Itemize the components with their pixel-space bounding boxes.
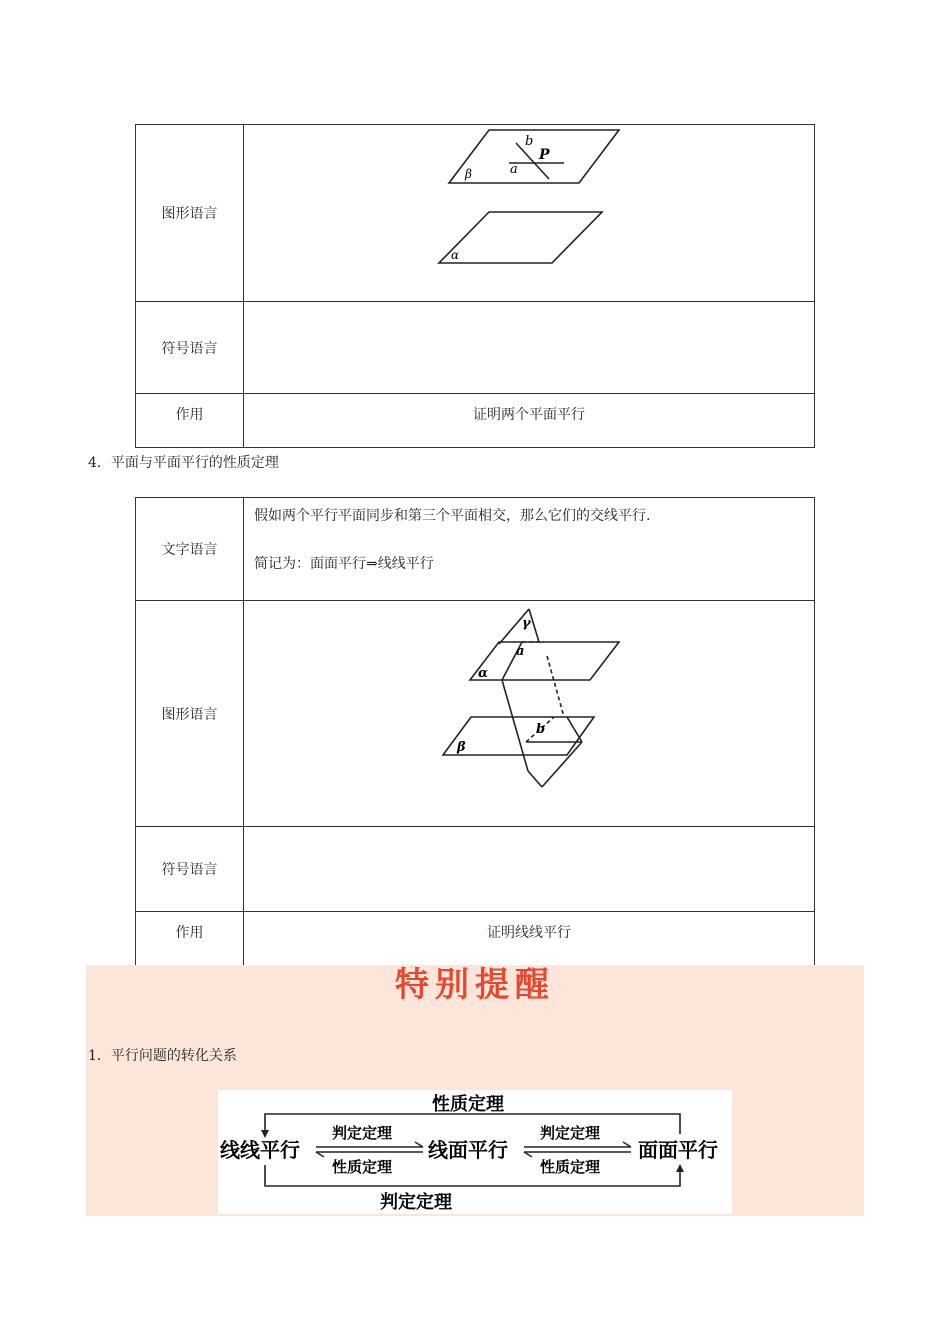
table-face-parallel-property [135,497,815,966]
symbol-cell-2 [244,827,815,912]
row-label-symbol: 符号语言 [136,302,244,394]
transformation-diagram [218,1090,732,1214]
row-label-symbol-2: 符号语言 [136,827,244,912]
label-a1: a [510,162,518,177]
label-beta2: β [457,740,466,755]
arrow1-down-label: 性质定理 [332,1158,393,1176]
bottom-theorem-label: 判定定理 [380,1192,452,1213]
use-value-1: 证明两个平面平行 [244,394,815,448]
special-reminder-box [86,965,864,1216]
theorem-short: 简记为：面面平行⇒线线平行 [254,556,434,572]
transformation-svg [218,1090,732,1214]
figure-cell-2 [244,601,815,827]
node-line-plane: 线面平行 [428,1138,508,1162]
label-P: P [539,147,550,163]
top-theorem-label: 性质定理 [432,1094,504,1115]
label-b1: b [525,134,534,149]
section-4-heading: 4．平面与平面平行的性质定理 [88,455,279,471]
row-label-use: 作用 [136,394,244,448]
figure-two-planes [244,125,814,301]
node-plane-plane: 面面平行 [638,1138,718,1162]
row-label-graphic-2: 图形语言 [136,601,244,827]
text-cell [244,498,815,601]
transformation-heading: 1．平行问题的转化关系 [88,1048,237,1064]
label-gamma: γ [522,616,531,631]
arrow2-up-label: 判定定理 [540,1124,601,1142]
label-alpha2: α [478,666,489,681]
label-b2: b [536,722,546,737]
table-face-parallel-criterion [135,124,815,448]
label-alpha1: α [451,248,460,262]
label-a2: a [516,644,525,659]
label-beta1: β [465,167,472,181]
row-label-graphic: 图形语言 [136,125,244,302]
figure-cell-1 [244,125,815,302]
use-value-2: 证明线线平行 [244,912,815,966]
special-reminder-title: 特别提醒 [395,965,555,1005]
figure-three-planes [244,601,814,826]
row-label-use-2: 作用 [136,912,244,966]
theorem-statement: 假如两个平行平面同步和第三个平面相交，那么它们的交线平行. [254,508,651,524]
arrow1-up-label: 判定定理 [332,1124,393,1142]
arrow2-down-label: 性质定理 [540,1158,601,1176]
symbol-cell-1 [244,302,815,394]
row-label-text: 文字语言 [136,498,244,601]
node-line-line: 线线平行 [220,1138,300,1162]
